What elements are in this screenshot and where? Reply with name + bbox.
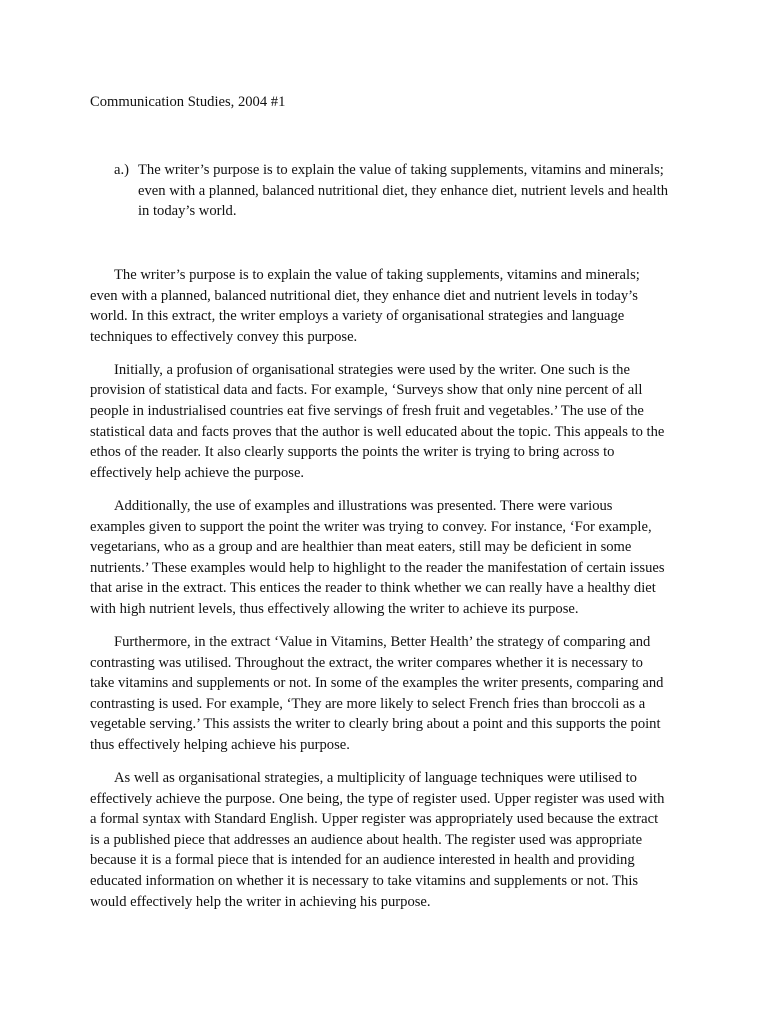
paragraph-intro: The writer’s purpose is to explain the value of taking supplements, vitamins and minerals; even with a planned, balanced nutritional diet, they enhance diet and nutrient levels in today’s world. In this extract, the writer employs a variety of organisational strategies and language techniques to effectively convey this purpose. bbox=[90, 267, 640, 345]
paragraph-compare-contrast: Furthermore, in the extract ‘Value in Vitamins, Better Health’ the strategy of comparing and contrasting was utilised. Throughout the extract, the writer compares whether it is necessary to take vitamins and supplements or not. In some of the examples the writer presents, comparing and contrasting is used. For example, ‘They are more likely to select French fries than broccoli as a vegetable serving.’ This assists the writer to clearly bring about a point and this supports the point thus effectively helping achieve his purpose. bbox=[90, 634, 664, 753]
paragraph-statistics: Initially, a profusion of organisational strategies were used by the writer. One such is the provision of statistical data and facts. For example, ‘Surveys show that only nine percent of all people in industrialised countries eat five servings of fresh fruit and vegetables.’ The use of the statistical data and facts proves that the author is well educated about the topic. This appeals to the ethos of the reader. It also clearly supports the points the writer is trying to bring across to effectively help achieve the purpose. bbox=[90, 361, 665, 481]
document-title: Communication Studies, 2004 #1 bbox=[90, 94, 286, 110]
question-text: The writer’s purpose is to explain the value of taking supplements, vitamins and minerals; even with a planned, balanced nutritional diet, they enhance diet, nutrient levels and health in today’s world. bbox=[138, 162, 669, 220]
question-marker: a.) bbox=[114, 162, 129, 178]
question-item bbox=[114, 160, 669, 222]
essay-body bbox=[90, 265, 666, 925]
paragraph-register: As well as organisational strategies, a multiplicity of language techniques were utilised to effectively achieve the purpose. One being, the type of register used. Upper register was used with a formal syntax with Standard English. Upper register was appropriately used because the extract is a published piece that addresses an audience about health. The register used was appropriate because it is a formal piece that is intended for an audience interested in health and providing educated information on whether it is necessary to take vitamins and supplements or not. This would effectively help the writer in achieving his purpose. bbox=[90, 770, 665, 910]
paragraph-examples: Additionally, the use of examples and illustrations was presented. There were various examples given to support the point the writer was trying to convey. For instance, ‘For example, vegetarians, who as a group and are healthier than meat eaters, still may be deficient in some nutrients.’ These examples would help to highlight to the reader the manifestation of certain issues that arise in the extract. This entices the reader to think whether we can really have a healthy diet with high nutrient levels, thus effectively allowing the writer to achieve its purpose. bbox=[90, 497, 665, 617]
